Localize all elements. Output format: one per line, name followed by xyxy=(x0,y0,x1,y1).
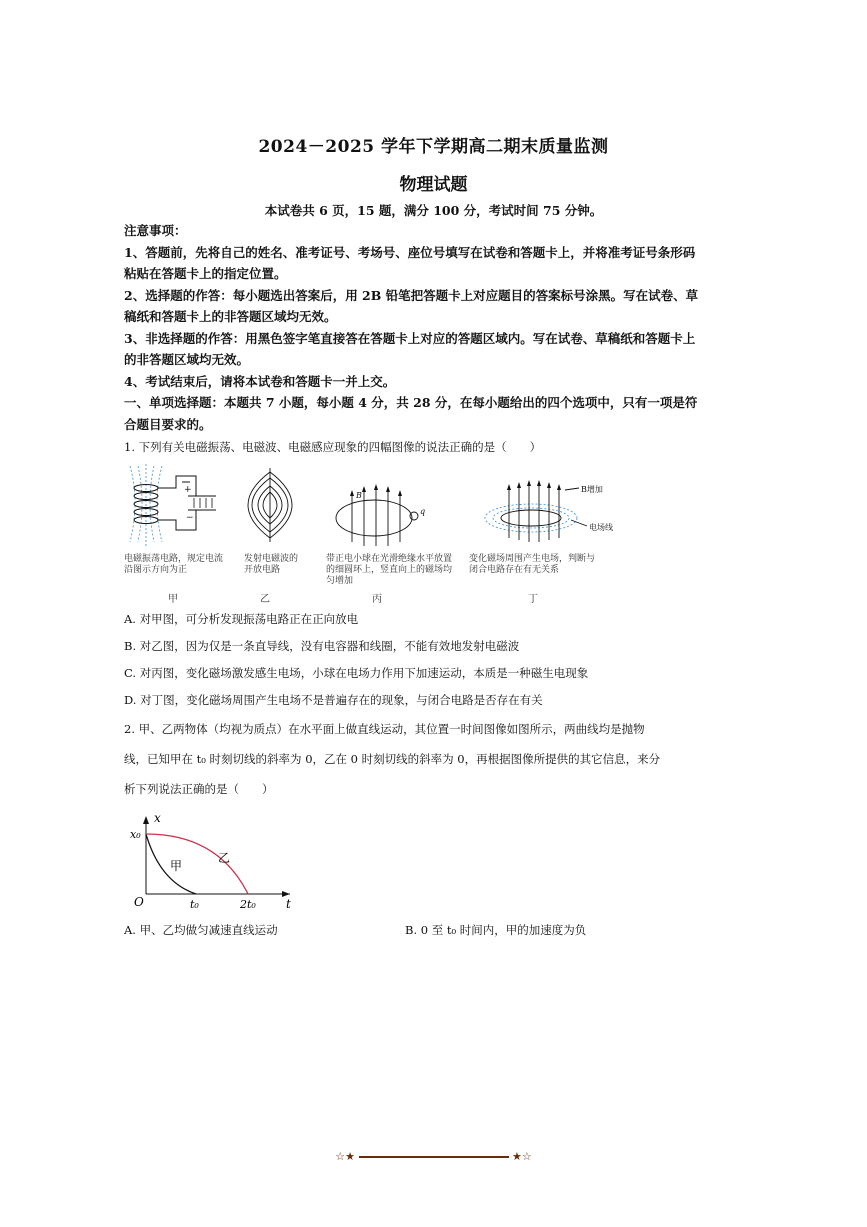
question-2-stem-line: 线，已知甲在 t₀ 时刻切线的斜率为 0，乙在 0 时刻切线的斜率为 0，再根据图像所提供的其它信息，来分 xyxy=(124,752,661,766)
page-title: 2024－2025 学年下学期高二期末质量监测 xyxy=(258,137,609,157)
q2-option-a: A. 甲、乙均做匀减速直线运动 xyxy=(124,923,278,937)
curve-yi-label: 乙 xyxy=(218,851,231,865)
instructions-heading: 注意事项： xyxy=(124,223,187,238)
figure-caption: 变化磁场周围产生电场，判断与闭合电路存在有无关系 xyxy=(469,554,596,575)
dipole-antenna-figure xyxy=(232,462,312,552)
b-increase-label: B增加 xyxy=(581,485,603,494)
origin-label: O xyxy=(134,895,144,909)
t-axis-label: t xyxy=(286,897,291,911)
q1-option-b: B. 对乙图，因为仅是一条直导线，没有电容器和线圈，不能有效地发射电磁波 xyxy=(124,639,520,653)
figure-label: 乙 xyxy=(260,594,270,605)
figure-label: 甲 xyxy=(168,594,178,605)
q2-option-b: B. 0 至 t₀ 时间内，甲的加速度为负 xyxy=(405,923,587,937)
footer-rule xyxy=(359,1156,509,1158)
instruction-item: 4、考试结束后，请将本试卷和答题卡一并上交。 xyxy=(124,373,396,389)
figure-label: 丁 xyxy=(528,594,538,605)
x0-label: x₀ xyxy=(130,828,141,841)
y-axis-label: x xyxy=(154,812,161,825)
question-1-figures xyxy=(124,462,724,605)
instructions xyxy=(124,220,704,435)
svg-text:−: − xyxy=(186,513,194,523)
charged-ring-figure xyxy=(332,462,432,552)
subject-title: 物理试题 xyxy=(399,175,468,195)
figure-caption: 电磁振荡电路，规定电流沿图示方向为正 xyxy=(124,554,224,575)
t0-label: t₀ xyxy=(190,898,199,911)
svg-text:+: + xyxy=(184,485,192,495)
q1-option-c: C. 对丙图，变化磁场激发感生电场，小球在电场力作用下加速运动，本质是一种磁生电现象 xyxy=(124,666,589,680)
induced-electric-field-figure xyxy=(479,462,649,552)
section-heading: 一、单项选择题：本题共 7 小题，每小题 4 分，共 28 分，在每小题给出的四个选项中，只有一项是符合题目要求的。 xyxy=(124,395,698,432)
question-2-stem-line: 2. 甲、乙两物体（均视为质点）在水平面上做直线运动，其位置一时间图像如图所示，两曲线均是抛物 xyxy=(124,722,645,736)
footer-stars-left: ☆★ xyxy=(335,1150,355,1163)
field-line-label: 电场线 xyxy=(589,523,613,532)
2t0-label: 2t₀ xyxy=(240,898,256,911)
b-field-label: B xyxy=(356,491,362,500)
exam-info: 本试卷共 6 页，15 题，满分 100 分，考试时间 75 分钟。 xyxy=(264,203,603,218)
footer-stars-right: ★☆ xyxy=(512,1150,532,1163)
lc-circuit-figure xyxy=(124,462,224,552)
instruction-item: 2、选择题的作答：每小题选出答案后，用 2B 铅笔把答题卡上对应题目的答案标号涂黑。写在试卷、草稿纸和答题卡上的非答题区域均无效。 xyxy=(124,287,699,324)
charge-label: q xyxy=(420,507,426,516)
question-2-stem-line: 析下列说法正确的是（ ） xyxy=(124,782,274,796)
figure-label: 丙 xyxy=(372,594,382,605)
instruction-item: 3、非选择题的作答：用黑色签字笔直接答在答题卡上对应的答题区域内。写在试卷、草稿纸和答题卡上的非答题区域均无效。 xyxy=(124,330,696,367)
curve-jia-label: 甲 xyxy=(170,859,183,873)
curve-yi xyxy=(146,834,248,894)
question-1-stem: 1. 下列有关电磁振荡、电磁波、电磁感应现象的四幅图像的说法正确的是（ ） xyxy=(124,440,542,454)
instruction-item: 1、答题前，先将自己的姓名、准考证号、考场号、座位号填写在试卷和答题卡上，并将准考证号条形码粘贴在答题卡上的指定位置。 xyxy=(124,244,696,281)
page-footer xyxy=(0,1150,867,1163)
q1-option-d: D. 对丁图，变化磁场周围产生电场不是普遍存在的现象，与闭合电路是否存在有关 xyxy=(124,693,543,707)
figure-caption: 发射电磁波的开放电路 xyxy=(244,554,299,575)
q1-option-a: A. 对甲图，可分析发现振荡电路正在正向放电 xyxy=(124,612,359,626)
position-time-graph xyxy=(124,812,304,912)
figure-caption: 带正电小球在光滑绝缘水平放置的细圆环上，竖直向上的磁场均匀增加 xyxy=(326,554,453,586)
